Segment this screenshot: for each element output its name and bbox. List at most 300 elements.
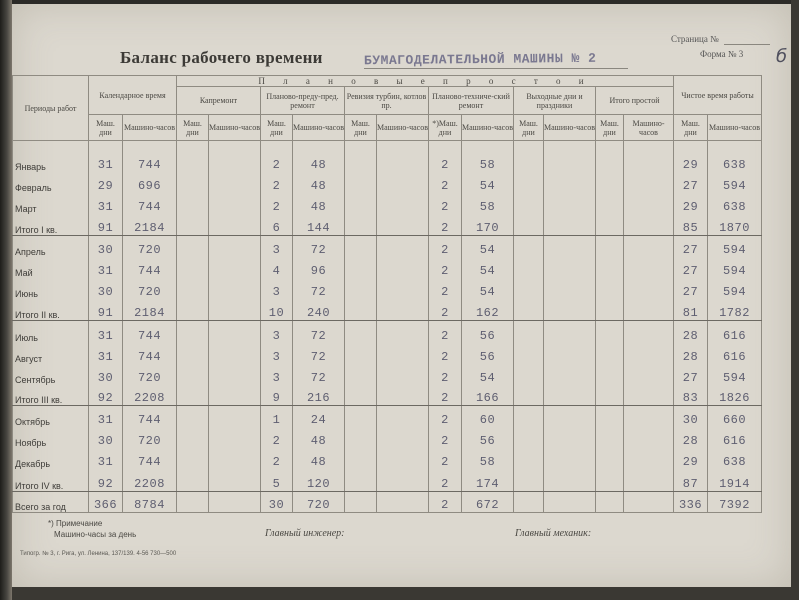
cell-value: 31 [97, 157, 114, 172]
empty-cell [596, 299, 624, 321]
table-row [13, 469, 762, 492]
empty-cell [596, 385, 624, 406]
cell-tech-h [462, 278, 514, 299]
cell-value: 91 [97, 221, 114, 235]
cell-value: 48 [310, 454, 327, 469]
cell-tech-d [429, 469, 462, 492]
empty-cell [544, 385, 596, 406]
empty-cell [345, 278, 377, 299]
empty-cell [209, 385, 261, 406]
sub-mach-hours: Машино-часов [544, 115, 596, 141]
cell-value: 672 [475, 498, 500, 512]
cell-net-h [708, 321, 762, 343]
cell-value: 2 [441, 370, 449, 385]
cell-value: 85 [682, 221, 699, 235]
empty-cell [345, 469, 377, 492]
cell-value: 31 [97, 263, 114, 278]
cell-value: 1782 [719, 306, 750, 320]
cell-value: 660 [722, 412, 747, 427]
cell-value: 54 [479, 284, 496, 299]
empty-cell [345, 193, 377, 214]
sub-mach-days: Маш. дни [177, 115, 209, 141]
empty-cell [177, 469, 209, 492]
cell-net-d [674, 214, 708, 236]
cell-tech-d [429, 278, 462, 299]
cell-cal-d [89, 172, 123, 193]
cell-net-d [674, 278, 708, 299]
period-name: Сентябрь [13, 364, 89, 385]
empty-cell [544, 141, 596, 172]
cell-value: 616 [722, 349, 747, 364]
cell-net-d [674, 492, 708, 513]
empty-cell [377, 364, 429, 385]
work-time-table [12, 75, 762, 513]
cell-tech-d [429, 172, 462, 193]
cell-value: 720 [137, 242, 162, 257]
cell-value: 240 [306, 306, 331, 320]
cell-value: 594 [722, 178, 747, 193]
empty-cell [345, 299, 377, 321]
cell-value: 1826 [719, 391, 750, 405]
cell-prev-d [261, 469, 293, 492]
cell-value: 28 [682, 349, 699, 364]
cell-value: 3 [272, 349, 281, 364]
empty-cell [209, 193, 261, 214]
empty-cell [377, 385, 429, 406]
cell-tech-h [462, 321, 514, 343]
cell-value: 2 [272, 454, 281, 469]
cell-value: 29 [682, 454, 699, 469]
cell-tech-h [462, 343, 514, 364]
cell-prev-h [293, 364, 345, 385]
cell-value: 2 [272, 178, 281, 193]
table-row [13, 278, 762, 299]
empty-cell [209, 257, 261, 278]
page-number-label: Страница № [671, 34, 719, 44]
sub-mach-days: Маш. дни [596, 115, 624, 141]
cell-value: 7392 [719, 498, 750, 512]
empty-cell [377, 492, 429, 513]
sub-mach-days: Маш. дни [345, 115, 377, 141]
cell-tech-h [462, 257, 514, 278]
cell-value: 2 [441, 284, 449, 299]
table-row [13, 214, 762, 236]
empty-cell [544, 257, 596, 278]
cell-prev-d [261, 343, 293, 364]
cell-prev-d [261, 193, 293, 214]
cell-value: 638 [722, 199, 747, 214]
print-info: Типогр. № 3, г. Рига, ул. Ленина, 137/139. 4-56 730—500 [20, 551, 177, 557]
sub-mach-days: Маш. дни [261, 115, 293, 141]
cell-prev-d [261, 385, 293, 406]
cell-tech-d [429, 448, 462, 469]
sub-star-mach-days: *)Маш. дни [429, 115, 462, 141]
cell-tech-h [462, 364, 514, 385]
cell-value: 2 [272, 199, 281, 214]
cell-value: 2 [272, 157, 281, 172]
sub-mach-days: Маш. дни [514, 115, 544, 141]
empty-cell [596, 469, 624, 492]
cell-cal-d [89, 299, 123, 321]
table-row [13, 141, 762, 172]
form-number-label: Форма № 3 [700, 49, 744, 59]
cell-value: 2208 [134, 477, 165, 491]
empty-cell [209, 469, 261, 492]
cell-value: 27 [682, 284, 699, 299]
cell-value: 6 [272, 221, 281, 235]
cell-value: 27 [682, 242, 699, 257]
cell-value: 29 [682, 199, 699, 214]
col-technical-repair: Планово-техниче-ский ремонт [429, 87, 514, 115]
period-name: Октябрь [13, 406, 89, 427]
empty-cell [177, 427, 209, 448]
cell-value: 616 [722, 433, 747, 448]
footnote-text: Машино-часы за день [54, 530, 137, 539]
cell-net-h [708, 448, 762, 469]
sub-mach-hours: Машино-часов [209, 115, 261, 141]
cell-cal-d [89, 257, 123, 278]
cell-cal-d [89, 492, 123, 513]
cell-tech-d [429, 257, 462, 278]
empty-cell [345, 141, 377, 172]
empty-cell [514, 299, 544, 321]
period-name: Итого II кв. [13, 299, 89, 321]
cell-value: 29 [97, 178, 114, 193]
cell-value: 56 [479, 349, 496, 364]
empty-cell [514, 448, 544, 469]
cell-prev-d [261, 236, 293, 257]
empty-cell [177, 172, 209, 193]
cell-cal-h [123, 278, 177, 299]
col-preventive-repair: Планово-преду-пред. ремонт [261, 87, 345, 115]
cell-prev-d [261, 427, 293, 448]
cell-cal-d [89, 193, 123, 214]
machine-stamp: БУМАГОДЕЛАТЕЛЬНОЙ МАШИНЫ № 2 [363, 50, 597, 69]
empty-cell [377, 448, 429, 469]
cell-value: 83 [682, 391, 699, 405]
empty-cell [544, 214, 596, 236]
cell-prev-h [293, 406, 345, 427]
empty-cell [377, 193, 429, 214]
empty-cell [514, 172, 544, 193]
cell-tech-d [429, 299, 462, 321]
cell-value: 616 [722, 328, 747, 343]
cell-value: 28 [682, 328, 699, 343]
empty-cell [514, 321, 544, 343]
cell-value: 48 [310, 433, 327, 448]
empty-cell [209, 278, 261, 299]
empty-cell [377, 299, 429, 321]
sub-mach-hours: Машино-часов [708, 115, 762, 141]
cell-value: 744 [137, 454, 162, 469]
cell-cal-h [123, 214, 177, 236]
cell-value: 744 [137, 157, 162, 172]
cell-cal-h [123, 236, 177, 257]
table-row [13, 364, 762, 385]
cell-value: 58 [479, 157, 496, 172]
cell-tech-d [429, 385, 462, 406]
empty-cell [514, 469, 544, 492]
empty-cell [209, 343, 261, 364]
empty-cell [377, 278, 429, 299]
cell-value: 48 [310, 157, 327, 172]
cell-tech-d [429, 492, 462, 513]
cell-value: 2 [441, 433, 449, 448]
cell-prev-d [261, 141, 293, 172]
cell-cal-d [89, 427, 123, 448]
cell-value: 2 [441, 178, 449, 193]
empty-cell [209, 172, 261, 193]
cell-value: 92 [97, 391, 114, 405]
empty-cell [596, 427, 624, 448]
cell-value: 54 [479, 263, 496, 278]
empty-cell [345, 236, 377, 257]
cell-prev-d [261, 406, 293, 427]
cell-cal-h [123, 299, 177, 321]
empty-cell [624, 364, 674, 385]
cell-cal-d [89, 236, 123, 257]
cell-value: 54 [479, 178, 496, 193]
empty-cell [544, 406, 596, 427]
period-name: Март [13, 193, 89, 214]
cell-value: 96 [310, 263, 327, 278]
document-sheet [12, 4, 791, 587]
empty-cell [177, 492, 209, 513]
empty-cell [177, 257, 209, 278]
empty-cell [377, 141, 429, 172]
cell-net-h [708, 257, 762, 278]
empty-cell [514, 193, 544, 214]
cell-cal-h [123, 427, 177, 448]
empty-cell [177, 193, 209, 214]
table-row [13, 448, 762, 469]
cell-tech-h [462, 492, 514, 513]
empty-cell [596, 364, 624, 385]
cell-cal-d [89, 469, 123, 492]
table-row [13, 343, 762, 364]
empty-cell [345, 172, 377, 193]
cell-value: 4 [272, 263, 281, 278]
cell-value: 30 [682, 412, 699, 427]
empty-cell [544, 172, 596, 193]
cell-prev-h [293, 299, 345, 321]
cell-value: 2 [441, 199, 449, 214]
cell-net-d [674, 469, 708, 492]
cell-net-d [674, 406, 708, 427]
cell-value: 92 [97, 477, 114, 491]
cell-value: 31 [97, 454, 114, 469]
cell-prev-d [261, 172, 293, 193]
cell-value: 58 [479, 454, 496, 469]
cell-value: 2 [441, 412, 449, 427]
cell-cal-d [89, 141, 123, 172]
col-holidays: Выходные дни и праздники [514, 87, 596, 115]
cell-net-d [674, 236, 708, 257]
empty-cell [514, 141, 544, 172]
cell-cal-h [123, 364, 177, 385]
cell-value: 744 [137, 412, 162, 427]
empty-cell [209, 299, 261, 321]
cell-cal-h [123, 321, 177, 343]
cell-value: 27 [682, 178, 699, 193]
cell-tech-d [429, 214, 462, 236]
table-row [13, 321, 762, 343]
cell-net-h [708, 278, 762, 299]
empty-cell [209, 406, 261, 427]
cell-prev-h [293, 385, 345, 406]
cell-value: 744 [137, 199, 162, 214]
cell-net-h [708, 141, 762, 172]
cell-value: 144 [306, 221, 331, 235]
empty-cell [209, 364, 261, 385]
cell-cal-d [89, 321, 123, 343]
cell-value: 30 [97, 370, 114, 385]
empty-cell [377, 236, 429, 257]
empty-cell [514, 257, 544, 278]
cell-value: 56 [479, 433, 496, 448]
empty-cell [544, 427, 596, 448]
cell-value: 72 [310, 242, 327, 257]
cell-prev-h [293, 214, 345, 236]
cell-cal-d [89, 406, 123, 427]
cell-net-h [708, 427, 762, 448]
cell-value: 2208 [134, 391, 165, 405]
empty-cell [596, 214, 624, 236]
empty-cell [624, 448, 674, 469]
empty-cell [544, 193, 596, 214]
scan-edge-right [791, 0, 799, 600]
cell-tech-d [429, 321, 462, 343]
empty-cell [177, 236, 209, 257]
period-name: Декабрь [13, 448, 89, 469]
empty-cell [596, 141, 624, 172]
col-calendar: Календарное время [89, 76, 177, 115]
cell-value: 91 [97, 306, 114, 320]
cell-tech-d [429, 406, 462, 427]
cell-value: 54 [479, 370, 496, 385]
cell-value: 10 [268, 306, 285, 320]
empty-cell [345, 385, 377, 406]
cell-value: 336 [678, 498, 703, 512]
empty-cell [345, 214, 377, 236]
table-row [13, 385, 762, 406]
empty-cell [514, 492, 544, 513]
sub-mach-hours: Машино-часов [624, 115, 674, 141]
col-total-idle: Итого простой [596, 87, 674, 115]
table-row [13, 193, 762, 214]
table-row [13, 406, 762, 427]
empty-cell [377, 172, 429, 193]
cell-prev-h [293, 448, 345, 469]
cell-value: 744 [137, 349, 162, 364]
cell-value: 366 [93, 498, 118, 512]
table-row [13, 172, 762, 193]
cell-prev-h [293, 172, 345, 193]
cell-value: 5 [272, 477, 281, 491]
cell-value: 30 [268, 498, 285, 512]
sub-mach-days: Маш. дни [674, 115, 708, 141]
cell-value: 72 [310, 328, 327, 343]
sub-mach-days: Маш. дни [89, 115, 123, 141]
cell-tech-d [429, 193, 462, 214]
empty-cell [624, 172, 674, 193]
cell-net-h [708, 299, 762, 321]
cell-net-h [708, 343, 762, 364]
period-name: Январь [13, 141, 89, 172]
empty-cell [177, 448, 209, 469]
cell-value: 30 [97, 242, 114, 257]
cell-value: 594 [722, 242, 747, 257]
cell-net-d [674, 321, 708, 343]
cell-value: 744 [137, 263, 162, 278]
cell-value: 2 [441, 454, 449, 469]
cell-value: 166 [475, 391, 500, 405]
cell-value: 27 [682, 370, 699, 385]
col-periods: Периоды работ [13, 76, 89, 141]
cell-value: 2 [441, 391, 449, 405]
col-net-time: Чистое время работы [674, 76, 762, 115]
cell-cal-h [123, 193, 177, 214]
cell-value: 2 [441, 242, 449, 257]
empty-cell [596, 257, 624, 278]
period-name: Ноябрь [13, 427, 89, 448]
empty-cell [177, 343, 209, 364]
cell-value: 9 [272, 391, 281, 405]
chief-engineer-signature-label: Главный инженер: [265, 528, 345, 539]
cell-tech-h [462, 299, 514, 321]
empty-cell [209, 236, 261, 257]
cell-cal-h [123, 141, 177, 172]
cell-cal-h [123, 448, 177, 469]
cell-tech-d [429, 141, 462, 172]
empty-cell [345, 448, 377, 469]
cell-value: 594 [722, 370, 747, 385]
empty-cell [377, 406, 429, 427]
cell-value: 2 [272, 433, 281, 448]
cell-net-d [674, 193, 708, 214]
chief-mechanic-signature-label: Главный механик: [515, 528, 592, 539]
cell-net-d [674, 448, 708, 469]
cell-value: 31 [97, 349, 114, 364]
period-name: Февраль [13, 172, 89, 193]
period-name: Август [13, 343, 89, 364]
cell-net-h [708, 364, 762, 385]
cell-value: 24 [310, 412, 327, 427]
cell-value: 1 [272, 412, 281, 427]
cell-cal-h [123, 343, 177, 364]
cell-prev-h [293, 236, 345, 257]
cell-prev-h [293, 278, 345, 299]
cell-value: 638 [722, 454, 747, 469]
cell-tech-d [429, 343, 462, 364]
cell-prev-h [293, 343, 345, 364]
cell-value: 54 [479, 242, 496, 257]
cell-tech-h [462, 172, 514, 193]
empty-cell [514, 427, 544, 448]
table-body [13, 141, 762, 513]
empty-cell [177, 141, 209, 172]
cell-net-d [674, 257, 708, 278]
cell-value: 27 [682, 263, 699, 278]
sub-mach-hours: Машино-часов [293, 115, 345, 141]
cell-cal-d [89, 385, 123, 406]
period-name: Итого I кв. [13, 214, 89, 236]
cell-value: 58 [479, 199, 496, 214]
empty-cell [377, 257, 429, 278]
table-row [13, 257, 762, 278]
empty-cell [596, 448, 624, 469]
cell-tech-h [462, 141, 514, 172]
